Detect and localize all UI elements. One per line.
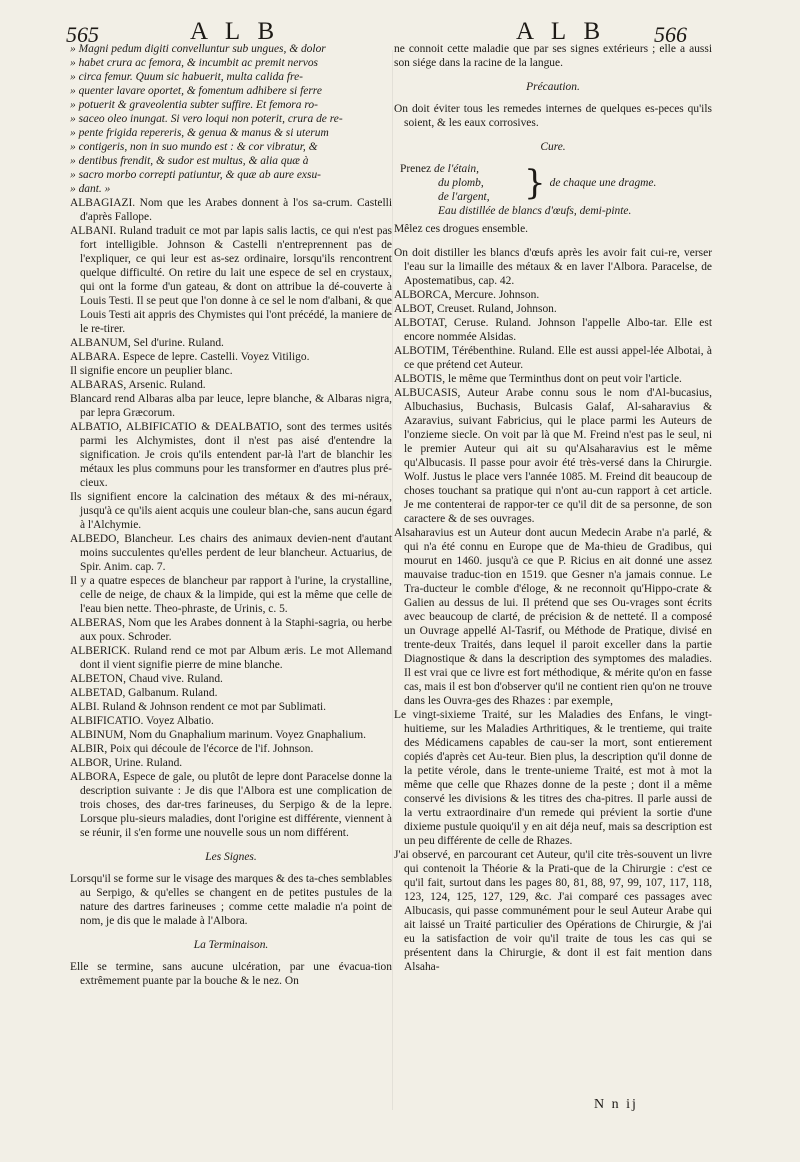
- paragraph-observation: J'ai observé, en parcourant cet Auteur, qu'il cite très-souvent un livre qui contenoit la Théorie & la Prati-que de la Chirurgie : c'est ce qu'il fait, surtout dans les pages 80, 81, 88, 97, 99, 107, 117, 118, 123, 124, 125, 127, 129, &c. J'ai comparé ces passages avec Albucasis, qui passe communément pour le seul Auteur Arabe qui ait laissé un Traité particulier des Opérations de Chirurgie, & j'ai eu la satisfaction de voir qu'il traite de tous les cas qui se présentent dans la Chirurgie, & dont il est fait mention dans Alsaha-: [394, 849, 712, 973]
- quote-line: » sacro morbo correpti patiuntur, & quæ ab aure exsu-: [70, 169, 321, 181]
- paragraph-traites: Le vingt-sixieme Traité, sur les Maladies des Enfans, le vingt-huitieme, sur les Maladies Arthritiques, & le trentieme, qui traite des Médicamens capables de cau-ser la mort, sont entierement copiés d'après cet Au-teur. Bien plus, la description qu'il donne de la petite vérole, dans le trente-unieme Traité, est mot à mot la même que celle que Rhazes donne de la peste ; dont il a même conservé les divisions & les titres des cha-pitres. Il parle aussi de la vertu extraordinaire d'un remede qui prévient la sortie d'une dixieme pustule quoiqu'il y en ait déja neuf, mais sa description est un peu différente de celle de Rhazes.: [394, 709, 712, 847]
- entry-albot: ALBOT, Creuset. Ruland, Johnson.: [394, 303, 557, 315]
- entry-albor: ALBOR, Urine. Ruland.: [70, 757, 183, 769]
- recipe-ingredient: de l'étain,: [433, 163, 479, 175]
- entry-albanum: ALBANUM, Sel d'urine. Ruland.: [70, 337, 224, 349]
- section-heading-signes: Les Signes.: [205, 851, 257, 863]
- paragraph-precaution: On doit éviter tous les remedes internes de quelques es-peces qu'ils soient, & les eaux corrosives.: [394, 103, 712, 129]
- entry-albaras-note: Blancard rend Albaras alba par leuce, lepre blanche, & Albaras nigra, par lepra Græcorum.: [70, 393, 392, 419]
- paragraph-signes: Lorsqu'il se forme sur le visage des marques & des ta-ches semblables au Serpigo, & qu'elles se changent en de petites pustules de la nature des dartres farineuses ; comme cette maladie n'a point de nom, je dis que le malade à l'Albora.: [70, 873, 392, 927]
- page-number-right: 566: [654, 22, 687, 47]
- entry-albotis: ALBOTIS, le même que Terminthus dont on peut voir l'article.: [394, 373, 682, 385]
- entry-alberas: ALBERAS, Nom que les Arabes donnent à la Staphi-sagria, ou herbe aux poux. Schroder.: [70, 617, 392, 643]
- quote-line: » contigeris, non in suo mundo est : & cor vibratur, &: [70, 141, 318, 153]
- brace-symbol: }: [524, 163, 546, 203]
- entry-albaras: ALBARAS, Arsenic. Ruland.: [70, 379, 206, 391]
- paragraph-continuation: ne connoit cette maladie que par ses signes extérieurs ; elle a aussi son siége dans la racine de la langue.: [394, 43, 712, 69]
- page-number-left: 565: [66, 22, 99, 47]
- paragraph-alsaharavius: Alsaharavius est un Auteur dont aucun Medecin Arabe n'a parlé, & qui n'a été connu en Europe que de Ma-thieu de Gradibus, qui mourut en 1460. jusqu'à ce que P. Ricius en ait donné une assez mauvaise traduc-tion en 1519. que Gesner n'a jamais connue. Le Tra-ducteur le comble d'éloge, & ne reconnoit qu'Hippo-crate & Galien au dessus de lui. Il prétend que ses Ou-vrages sont écrits avec beaucoup de clarté, de précision & de netteté. Il a composé un Ouvrage appellé Al-Tasrif, ou Méthode de Pratique, divisé en trente-deux Traités, dans lequel il paroit exceller dans la partie Diagnostique & dans la description des symptomes des maladies. Il est vrai que ce livre est fort méthodique, & mérite qu'on en fasse cas, mais il est bon d'observer qu'il ne contient rien qu'on ne trouve dans les Ouvra-ges des Rhazes : par exemple,: [394, 527, 712, 707]
- paragraph-distiller: On doit distiller les blancs d'œufs après les avoir fait cui-re, verser l'eau sur la limaille des métaux & en laver l'Albora. Paracelse, de Apostematibus, cap. 42.: [394, 247, 712, 287]
- recipe-prenez: Prenez: [400, 163, 432, 175]
- paragraph-terminaison: Elle se termine, sans aucune ulcération, par une évacua-tion extrêmement puante par la bouche & le nez. On: [70, 961, 392, 987]
- recipe-dose: de chaque une dragme.: [549, 177, 657, 189]
- entry-albi: ALBI. Ruland & Johnson rendent ce mot par Sublimati.: [70, 701, 327, 713]
- left-column: [70, 42, 392, 1142]
- entry-alberick: ALBERICK. Ruland rend ce mot par Album æris. Le mot Allemand dont il vient signifie pierre de mine blanche.: [70, 645, 392, 671]
- entry-albucasis: ALBUCASIS, Auteur Arabe connu sous le nom d'Al-bucasius, Albuchasius, Buchasis, Bulcasis Galaf, Al-saharavius & Azaravius, suivant Fabricius, qui le place parmi les Auteurs de l'onzieme siecle. On voit par là que M. Freind n'est pas le seul, ni le premier Auteur qui ait su qu'Alsaharavius est le même qu'Albucasis. Il passe pour avoir été très-versé dans la Chirurgie. Wolf. Justus le place vers l'année 1085. M. Freind dit beaucoup de choses touchant sa pratique qui n'ont au-cun rapport à cet article. Je me contenterai de rappor-ter ce qu'il dit de sa personne, de son caractere & de ses ouvrages.: [394, 387, 712, 525]
- entry-albatio: ALBATIO, ALBIFICATIO & DEALBATIO, sont des termes usités parmi les Alchymistes, dont il n'est pas aisé d'entendre la signification. Je crois qu'ils entendent par-là l'art de blanchir les métaux les plus communs pour les transformer en d'autres plus pré-cieux.: [70, 421, 392, 489]
- recipe-instruction: Mêlez ces drogues ensemble.: [394, 223, 529, 235]
- quote-line: » potuerit & graveolentia subter suffire. Et femora ro-: [70, 99, 318, 111]
- entry-albetad: ALBETAD, Galbanum. Ruland.: [70, 687, 218, 699]
- quote-line: » dentibus frendit, & sudor est multus, & alia quæ à: [70, 155, 309, 167]
- recipe-ingredient: du plomb,: [438, 177, 484, 189]
- spacer: [394, 236, 712, 246]
- running-head-right: A L B: [516, 18, 607, 45]
- recipe-block: [394, 162, 712, 218]
- recipe-ingredients: [400, 162, 520, 204]
- entry-albatio-note: Ils signifient encore la calcination des métaux & des mi-néraux, jusqu'à ce qu'ils aient acquis une couleur blan-che, sans aucun égard à l'Alchymie.: [70, 491, 392, 531]
- quote-line: » circa femur. Quum sic habuerit, multa calida fre-: [70, 71, 303, 83]
- entry-albani: ALBANI. Ruland traduit ce mot par lapis salis lactis, ce qui n'est pas fort intelligible. Johnson & Castelli n'entreprennent pas de l'expliquer, ce qui leur est as-sez ordinaire, lorsqu'ils rencontrent quelque difficulté. On retire du lait une espece de sel en crystaux, qui ont la forme d'un gateau, & dont on attribue la dé-couverte à Louis Testi. Il se peut que l'on donne à ce sel le nom d'albani, & que Louis Testi ait appris des Chymistes qui l'ont précédé, la maniere de le re-tirer.: [70, 225, 392, 335]
- entry-albotim: ALBOTIM, Térébenthine. Ruland. Elle est aussi appel-lée Albotai, à ce que prétend cet Auteur.: [394, 345, 712, 371]
- recipe-ingredient: de l'argent,: [438, 191, 490, 203]
- entry-alborca: ALBORCA, Mercure. Johnson.: [394, 289, 540, 301]
- right-column: [394, 42, 712, 1142]
- signature-mark: N n ij: [594, 1097, 638, 1112]
- entry-albara-note: Il signifie encore un peuplier blanc.: [70, 365, 233, 377]
- entry-albara: ALBARA. Espece de lepre. Castelli. Voyez Vitiligo.: [70, 351, 310, 363]
- quote-line: » dant. »: [70, 183, 111, 195]
- entry-albotat: ALBOTAT, Ceruse. Ruland. Johnson l'appelle Albo-tar. Elle est encore nommée Alsidas.: [394, 317, 712, 343]
- recipe-ingredient: Eau distillée de blancs d'œufs, demi-pinte.: [438, 205, 632, 217]
- quote-line: » habet crura ac femora, & incumbit ac premit nervos: [70, 57, 318, 69]
- section-heading-terminaison: La Terminaison.: [193, 939, 269, 951]
- entry-albedo: ALBEDO, Blancheur. Les chairs des animaux devien-nent d'autant moins succulentes qu'elles perdent de leur blancheur. Actuarius, de Spir. Anim. cap. 7.: [70, 533, 392, 573]
- entry-albificatio: ALBIFICATIO. Voyez Albatio.: [70, 715, 214, 727]
- quote-line: » pente frigida repereris, & genua & manus & si uterum: [70, 127, 329, 139]
- running-head-left: A L B: [190, 18, 281, 45]
- entry-albedo-note: Il y a quatre especes de blancheur par rapport à l'urine, la crystalline, celle de neige, de chaux & la limpide, qui est la même que celle de l'eau bien nette. Theo-phraste, de Urinis, c. 5.: [70, 575, 392, 615]
- section-heading-precaution: Précaution.: [526, 81, 580, 93]
- section-heading-cure: Cure.: [540, 141, 566, 153]
- recipe-row: [400, 162, 712, 204]
- quote-line: » Magni pedum digiti convelluntur sub ungues, & dolor: [70, 43, 326, 55]
- quote-line: » quenter lavare oportet, & fomentum adhibere si ferre: [70, 85, 322, 97]
- entry-albeton: ALBETON, Chaud vive. Ruland.: [70, 673, 223, 685]
- column-gutter: [392, 50, 393, 1110]
- entry-albora: ALBORA, Espece de gale, ou plutôt de lepre dont Paracelse donne la description suivante : Je dis que l'Albora est une complication de trois choses, des dar-tres farineuses, du Serpigo & de la lepre. Lorsque plu-sieurs maladies, dont l'origine est différente, viennent à se réunir, il s'en forme une nouvelle sous un nom différent.: [70, 771, 392, 839]
- entry-albagiazi: ALBAGIAZI. Nom que les Arabes donnent à l'os sa-crum. Castelli d'après Fallope.: [70, 197, 392, 223]
- entry-albinum: ALBINUM, Nom du Gnaphalium marinum. Voyez Gnaphalium.: [70, 729, 366, 741]
- entry-albir: ALBIR, Poix qui découle de l'écorce de l'if. Johnson.: [70, 743, 314, 755]
- quote-line: » saceo oleo inungat. Si vero loqui non poterit, crura de re-: [70, 113, 343, 125]
